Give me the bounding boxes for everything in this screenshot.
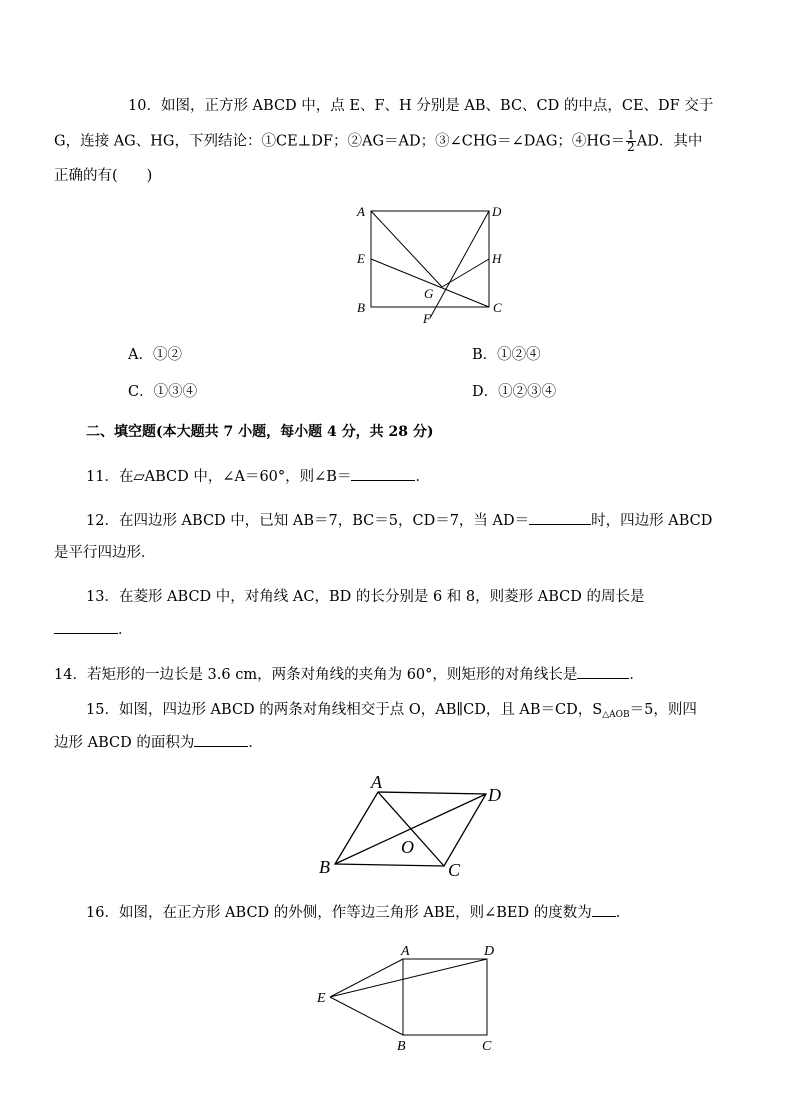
option-c-label: C． [128, 384, 154, 400]
q16 [86, 902, 630, 923]
q12-answer-blank[interactable] [529, 510, 591, 525]
q15-subscript: △AOB [602, 710, 630, 720]
segment-ea [330, 959, 403, 997]
q15-text: 15．如图，四边形 ABCD 的两条对角线相交于点 O，AB∥CD，且 AB＝CD，S [86, 702, 603, 718]
q15-parallelogram-figure [310, 768, 510, 883]
q14-text: 14．若矩形的一边长是 3.6 cm，两条对角线的夹角为 60°，则矩形的对角线长是 [54, 667, 578, 683]
q10-line1: 10．如图，正方形 ABCD 中，点 E、F、H 分别是 AB、BC、CD 的中点，CE、DF 交于 [128, 98, 714, 114]
q15-line1 [86, 700, 697, 725]
label-e: E [357, 251, 365, 266]
q16-answer-blank[interactable] [592, 902, 616, 917]
q11 [86, 466, 430, 487]
q12-line2: 是平行四边形． [54, 545, 156, 561]
q11-end: ． [415, 469, 430, 485]
label-b: B [357, 300, 365, 315]
option-d[interactable] [472, 382, 556, 402]
option-d-value: ①②③④ [498, 384, 557, 400]
q12-line1 [86, 510, 712, 531]
label-d: D [484, 944, 495, 959]
q11-text: 11．在▱ABCD 中，∠A＝60°，则∠B＝ [86, 469, 352, 485]
segment-eb [330, 997, 403, 1035]
q10-line2-tail: AD．其中 [636, 133, 703, 150]
square-abcd [403, 959, 487, 1035]
q12-text: 12．在四边形 ABCD 中，已知 AB＝7，BC＝5，CD＝7，当 AD＝ [86, 513, 530, 529]
label-d: D [492, 204, 502, 219]
q10-square-figure [340, 200, 520, 330]
label-c: C [482, 1039, 492, 1054]
q15-end: ． [248, 735, 263, 751]
q10-line2 [54, 130, 702, 153]
option-c[interactable] [128, 382, 197, 402]
q14-end: ． [629, 667, 644, 683]
label-a: A [371, 772, 382, 792]
label-d: D [488, 785, 501, 805]
one-half-fraction [626, 130, 636, 153]
q13-answer-blank[interactable] [54, 619, 118, 634]
q13-end: ． [118, 622, 133, 638]
fraction-numerator: 1 [627, 128, 635, 142]
option-b[interactable] [472, 345, 541, 365]
q15-tail: ＝5，则四 [629, 702, 697, 718]
label-h: H [492, 251, 502, 266]
segment-hg [442, 259, 489, 287]
q10-line3: 正确的有( ) [54, 168, 153, 184]
option-b-label: B． [472, 347, 498, 363]
q14 [54, 664, 644, 685]
label-b: B [319, 857, 330, 877]
option-d-label: D． [472, 384, 499, 400]
segment-ag [371, 211, 442, 287]
q12-tail: 时，四边形 ABCD [591, 513, 713, 529]
q14-answer-blank[interactable] [577, 664, 629, 679]
q16-square-triangle-figure [310, 940, 510, 1060]
segment-ed [330, 959, 487, 997]
q13-line2 [54, 619, 133, 640]
option-c-value: ①③④ [153, 384, 198, 400]
q15-answer-blank[interactable] [194, 732, 248, 747]
section-heading: 二、填空题(本大题共 7 小题，每小题 4 分，共 28 分) [86, 424, 434, 440]
q16-text: 16．如图，在正方形 ABCD 的外侧，作等边三角形 ABE，则∠BED 的度数为 [86, 905, 592, 921]
option-b-value: ①②④ [497, 347, 541, 363]
label-a: A [401, 944, 410, 959]
label-o: O [401, 837, 414, 857]
q10-line2-text: G，连接 AG、HG，下列结论：①CE⊥DF；②AG＝AD；③∠CHG＝∠DAG；④HG＝ [54, 133, 626, 150]
q15-line2-text: 边形 ABCD 的面积为 [54, 735, 195, 751]
label-g: G [424, 286, 434, 301]
label-e: E [317, 991, 326, 1006]
label-f: F [423, 311, 431, 326]
q13-line1: 13．在菱形 ABCD 中，对角线 AC，BD 的长分别是 6 和 8，则菱形 ABCD 的周长是 [86, 589, 645, 605]
option-a[interactable] [128, 345, 182, 365]
label-a: A [357, 204, 365, 219]
fraction-denominator: 2 [627, 140, 635, 154]
option-a-value: ①② [152, 347, 182, 363]
label-c: C [493, 300, 502, 315]
q15-line2 [54, 732, 263, 753]
option-a-label: A． [128, 347, 153, 363]
q11-answer-blank[interactable] [351, 466, 415, 481]
label-c: C [448, 860, 461, 880]
label-b: B [397, 1039, 406, 1054]
q16-end: ． [615, 905, 631, 921]
